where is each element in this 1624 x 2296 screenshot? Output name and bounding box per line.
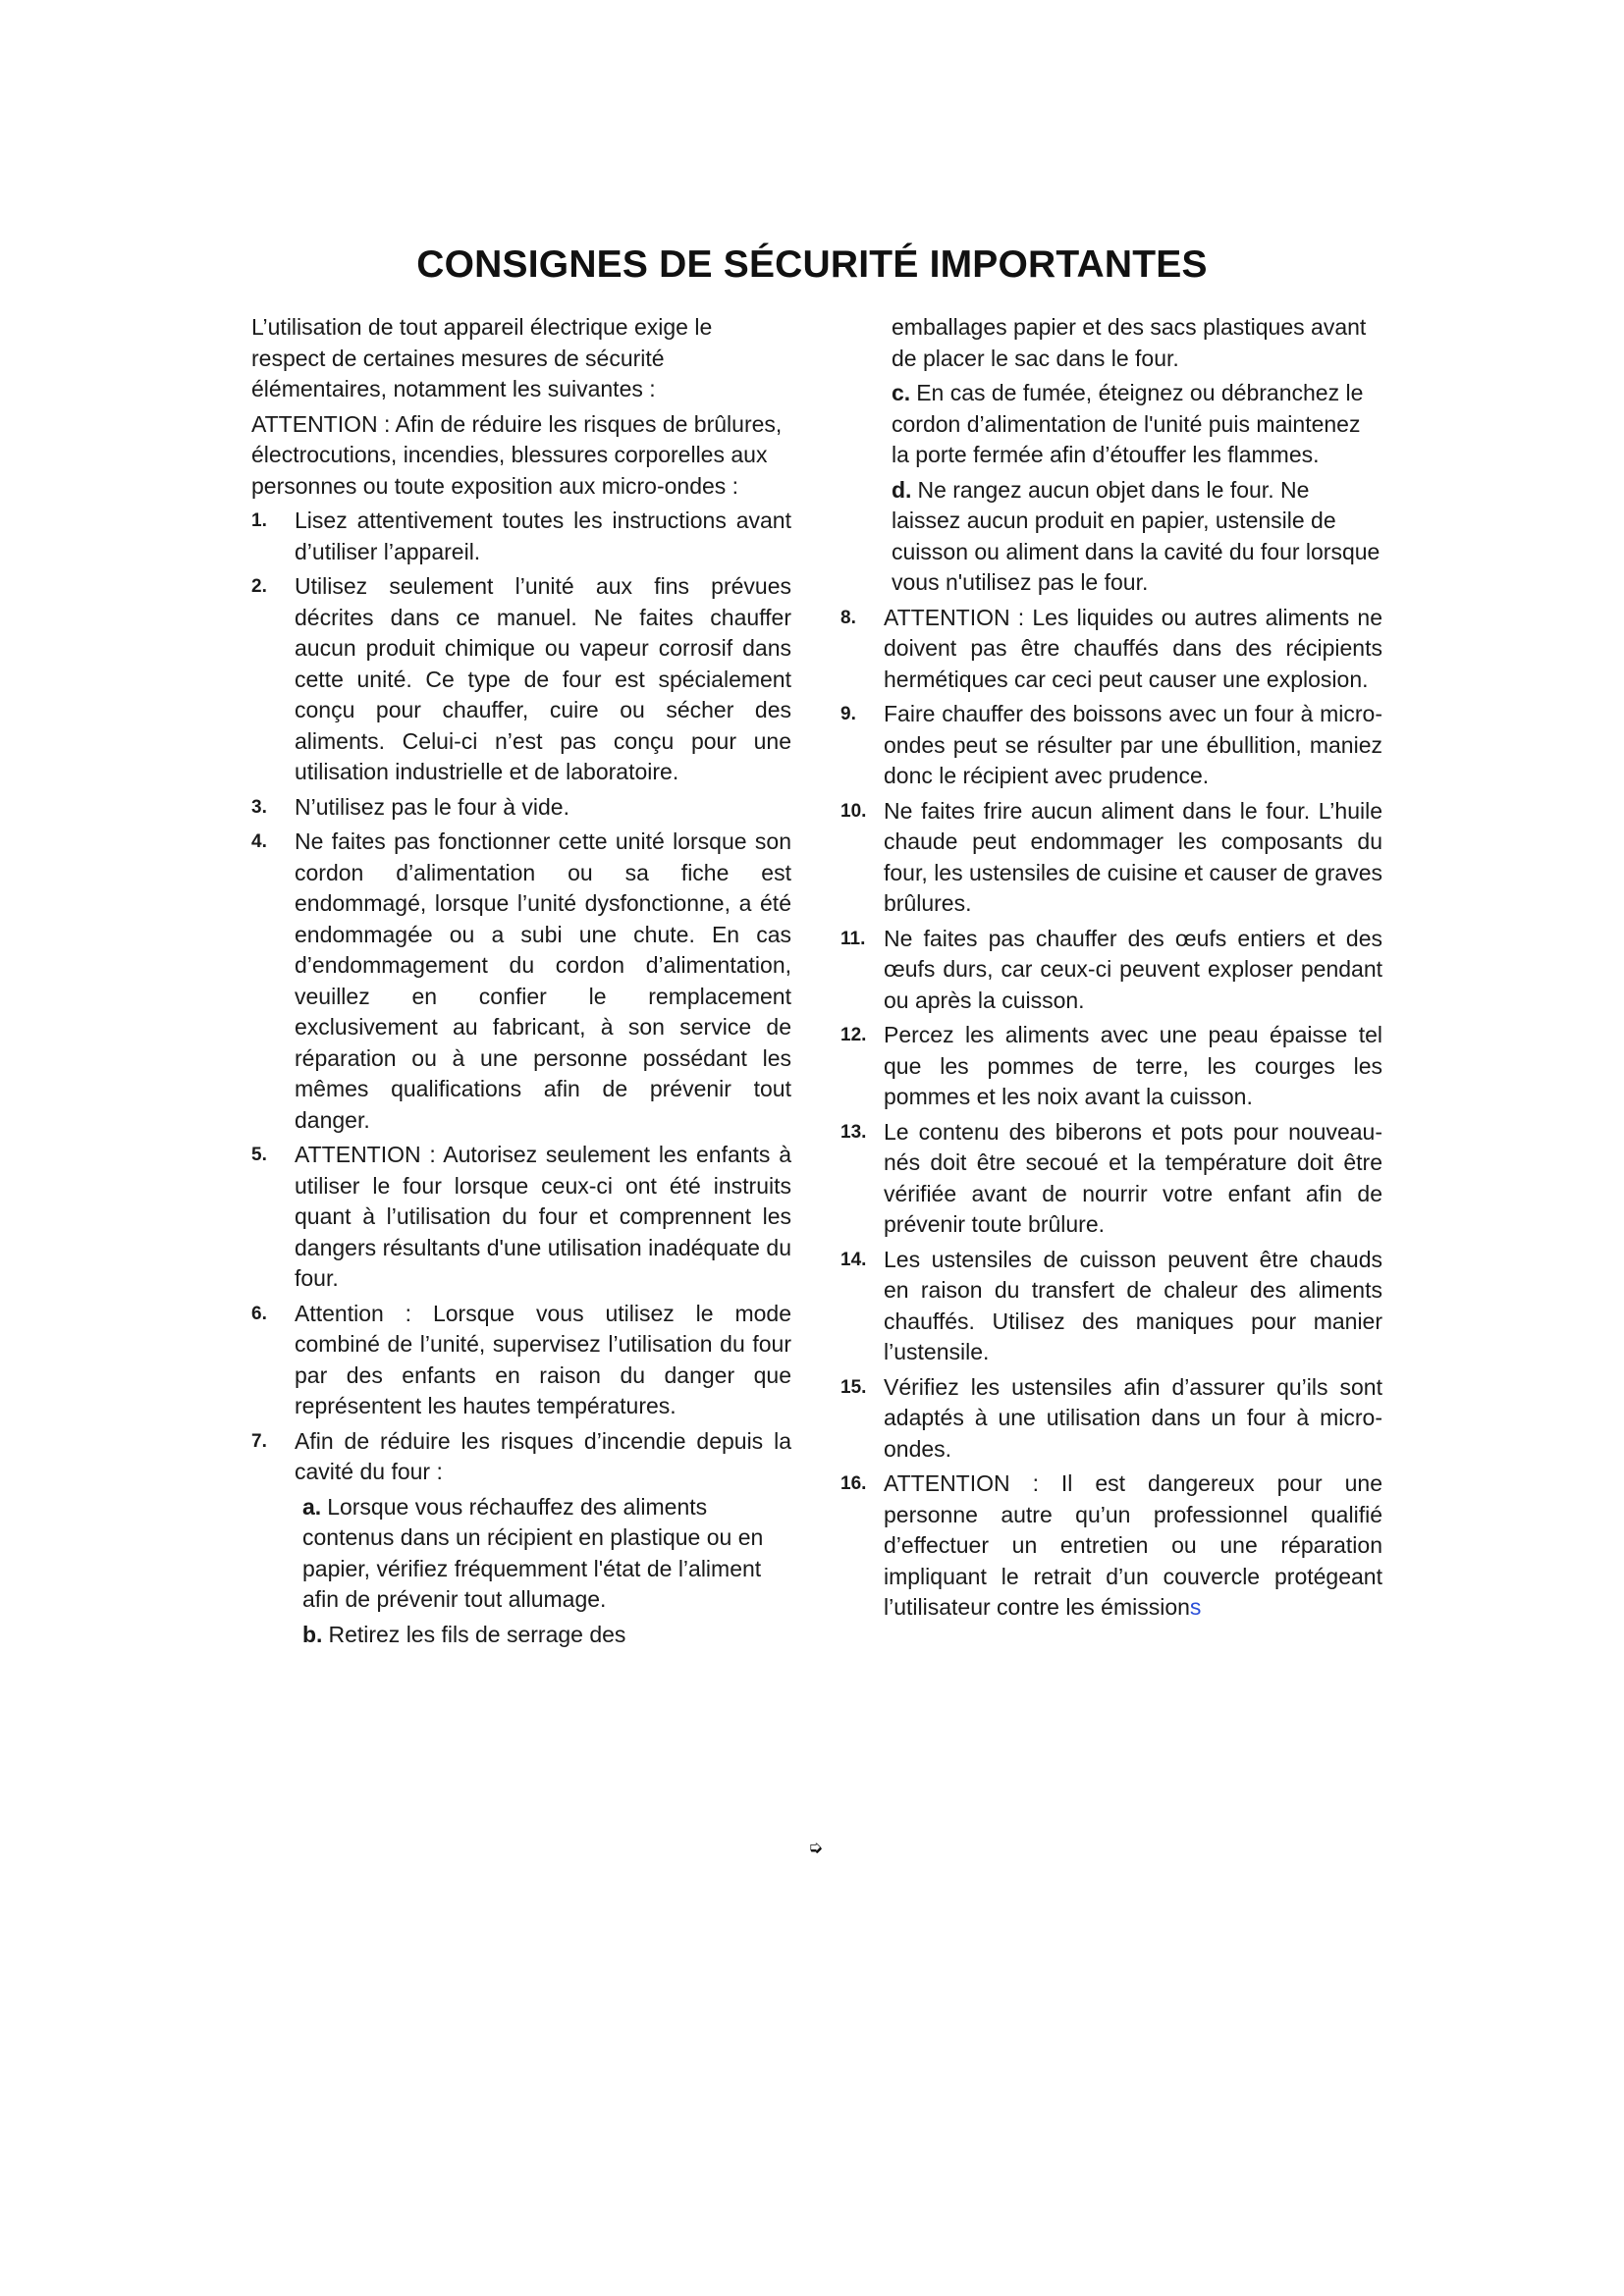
sub-item-b-continued: emballages papier et des sacs plastiques avant de placer le sac dans le four.	[892, 314, 1367, 371]
list-item-16	[840, 1468, 1382, 1624]
sub-item-text: En cas de fumée, éteignez ou débranchez le cordon d’alimentation de l'unité puis maintenez la porte fermée afin d’étouffer les flammes.	[892, 380, 1364, 467]
sub-item-text: Ne rangez aucun objet dans le four. Ne laissez aucun produit en papier, ustensile de cuisson ou aliment dans la cavité du four lorsque vous n'utilisez pas le four.	[892, 476, 1380, 595]
sub-item-text: Retirez les fils de serrage des	[328, 1621, 626, 1647]
item-text-tail: s	[1189, 1594, 1202, 1620]
sub-item-letter: b.	[302, 1621, 323, 1647]
sub-item-b	[251, 1620, 791, 1651]
item-number: 4.	[251, 831, 267, 852]
item-text: ATTENTION : Il est dangereux pour une personne autre qu’un professionnel qualifié d’effectuer un entretien ou une réparation impliquant le retrait d’un couvercle protégeant l’utilisateur contre les émission	[884, 1470, 1382, 1620]
item-text: N’utilisez pas le four à vide.	[295, 793, 569, 820]
item-number: 7.	[251, 1430, 267, 1452]
item-number: 12.	[840, 1025, 867, 1045]
list-item-3	[251, 792, 791, 824]
sub-item-text: Lorsque vous réchauffez des aliments contenus dans un récipient en plastique ou en papier, vérifiez fréquemment l'état de l’aliment afin de prévenir tout allumage.	[302, 1493, 764, 1612]
item-text: Percez les aliments avec une peau épaisse tel que les pommes de terre, les courges les pommes et les noix avant la cuisson.	[884, 1022, 1382, 1109]
item-number: 2.	[251, 576, 267, 597]
list-item-2	[251, 571, 791, 788]
list-item-4	[251, 827, 791, 1136]
list-item-15	[840, 1372, 1382, 1466]
item-text: Ne faites pas fonctionner cette unité lorsque son cordon d’alimentation ou sa fiche est endommagé, lorsque l’unité dysfonctionne, a été endommagée ou a subi une chute. En cas d’endommagement du cordon d’alimentation, veuillez en confier le remplacement exclusivement au fabricant, à son service de réparation ou à une personne possédant les mêmes qualifications afin de prévenir tout danger.	[295, 828, 791, 1133]
list-item-5	[251, 1140, 791, 1295]
item-number: 9.	[840, 704, 856, 724]
left-item-list	[251, 506, 791, 1488]
list-item-12	[840, 1020, 1382, 1113]
sub-item-letter: c.	[892, 380, 911, 405]
item-number: 14.	[840, 1249, 867, 1270]
item-text: Afin de réduire les risques d’incendie depuis la cavité du four :	[295, 1427, 791, 1484]
intro-paragraph: L’utilisation de tout appareil électrique exige le respect de certaines mesures de sécurité élémentaires, notamment les suivantes :	[251, 314, 713, 401]
attention-paragraph: ATTENTION : Afin de réduire les risques de brûlures, électrocutions, incendies, blessures corporelles aux personnes ou toute exposition aux micro-ondes :	[251, 410, 783, 499]
item-text: Le contenu des biberons et pots pour nouveau-nés doit être secoué et la température doit être vérifiée avant de nourrir votre enfant afin de prévenir toute brûlure.	[884, 1118, 1382, 1237]
item-number: 16.	[840, 1473, 867, 1494]
list-item-11	[840, 924, 1382, 1017]
item-number: 6.	[251, 1303, 267, 1324]
item-number: 15.	[840, 1376, 867, 1398]
item-number: 10.	[840, 800, 867, 822]
item-text: Lisez attentivement toutes les instructions avant d’utiliser l’appareil.	[295, 507, 791, 564]
right-item-list	[840, 603, 1382, 1466]
item-text: Utilisez seulement l’unité aux fins prévues décrites dans ce manuel. Ne faites chauffer aucun produit chimique ou vapeur corrosif dans cette unité. Ce type de four est spécialement conçu pour chauffer, cuire ou sécher des aliments. Celui-ci n’est pas conçu pour une utilisation industrielle et de laboratoire.	[295, 573, 791, 784]
list-item-9	[840, 699, 1382, 792]
sub-item-letter: d.	[892, 476, 912, 503]
item-text: ATTENTION : Les liquides ou autres aliments ne doivent pas être chauffés dans des récipients hermétiques car ceci peut causer une explosion.	[884, 604, 1382, 692]
item-text: ATTENTION : Autorisez seulement les enfants à utiliser le four lorsque ceux-ci ont été instruits quant à l’utilisation du four et comprennent les dangers résultants d'une utilisation inadéquate du four.	[295, 1142, 791, 1291]
sub-item-letter: a.	[302, 1493, 322, 1520]
item-text: Ne faites pas chauffer des œufs entiers et des œufs durs, car ceux-ci peuvent exploser pendant ou après la cuisson.	[884, 925, 1382, 1013]
right-column	[840, 312, 1382, 1628]
list-item-13	[840, 1117, 1382, 1241]
item-number: 8.	[840, 607, 856, 628]
list-item-6	[251, 1299, 791, 1422]
list-item-1	[251, 506, 791, 567]
sub-item-a	[251, 1492, 791, 1616]
item-text: Faire chauffer des boissons avec un four à micro-ondes peut se résulter par une ébullition, maniez donc le récipient avec prudence.	[884, 701, 1382, 788]
left-column	[251, 312, 791, 1654]
item-number: 13.	[840, 1121, 867, 1143]
arrow-icon: ➭	[808, 1838, 824, 1857]
item-number: 5.	[251, 1145, 267, 1165]
list-item-8	[840, 603, 1382, 696]
list-item-10	[840, 796, 1382, 920]
item-text: Vérifiez les ustensiles afin d’assurer qu’ils sont adaptés à une utilisation dans un four à micro-ondes.	[884, 1373, 1382, 1462]
item-number: 11.	[840, 928, 866, 949]
page-title: CONSIGNES DE SÉCURITÉ IMPORTANTES	[416, 243, 1208, 286]
list-item-14	[840, 1245, 1382, 1368]
sub-item-d	[840, 475, 1382, 599]
item-text: Les ustensiles de cuisson peuvent être chauds en raison du transfert de chaleur des aliments chauffés. Utilisez des maniques pour manier l’ustensile.	[884, 1246, 1382, 1364]
item-number: 3.	[251, 796, 267, 818]
item-number: 1.	[251, 510, 267, 531]
item-text: Attention : Lorsque vous utilisez le mode combiné de l’unité, supervisez l’utilisation du four par des enfants en raison du danger que représentent les hautes températures.	[295, 1300, 791, 1418]
list-item-7	[251, 1426, 791, 1488]
sub-item-c	[840, 378, 1382, 471]
item-text: Ne faites frire aucun aliment dans le four. L’huile chaude peut endommager les composants du four, les ustensiles de cuisine et causer de graves brûlures.	[884, 797, 1382, 916]
